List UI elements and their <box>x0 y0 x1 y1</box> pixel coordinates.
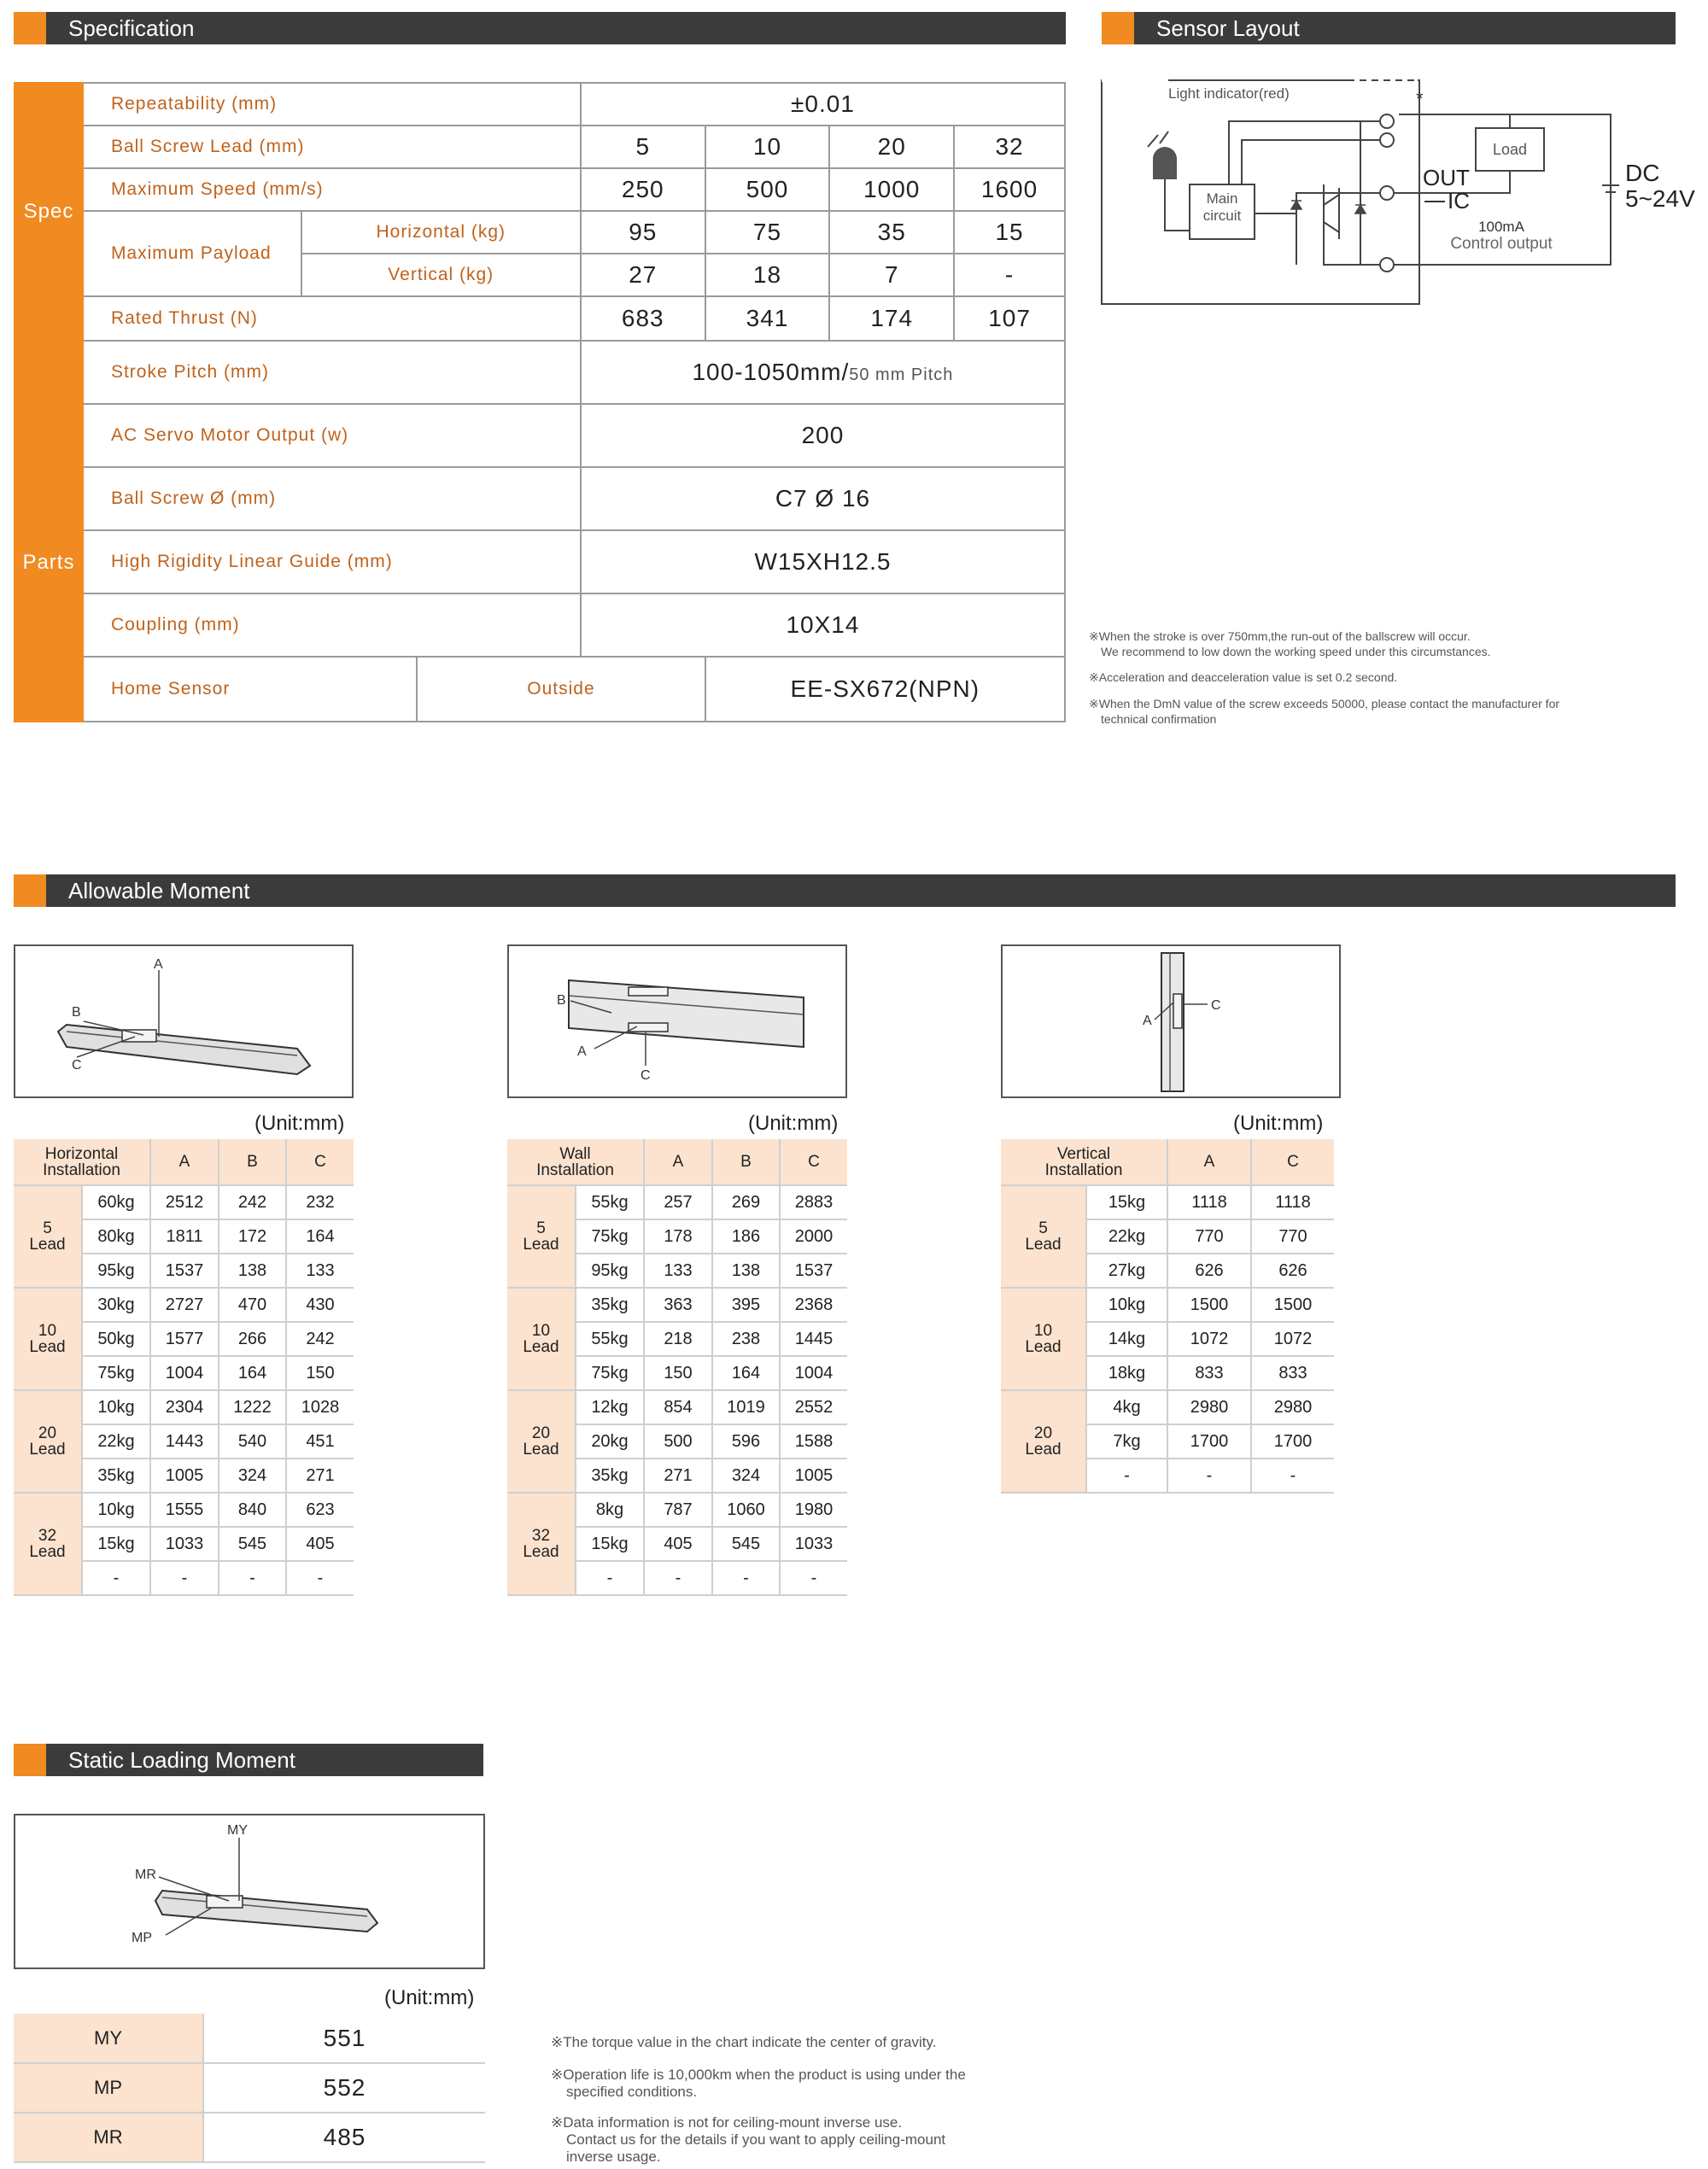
horizontal-value: 15 <box>954 211 1065 254</box>
unit-label: (Unit:mm) <box>1233 1112 1324 1135</box>
vertical-installation-figure <box>1001 944 1341 1098</box>
column-header: A <box>1167 1139 1251 1185</box>
table-cell: 1222 <box>219 1390 286 1424</box>
table-cell: 2552 <box>780 1390 847 1424</box>
moment-key: MP <box>14 2063 203 2113</box>
table-cell: 186 <box>712 1219 780 1254</box>
table-cell: 20kg <box>576 1424 644 1459</box>
terminal-negative <box>1380 258 1394 272</box>
lead-cell: 5 Lead <box>14 1185 82 1288</box>
table-cell: - <box>712 1561 780 1595</box>
table-cell: 626 <box>1251 1254 1334 1288</box>
specification-header <box>14 12 1066 44</box>
spec-note: ※When the DmN value of the screw exceeds 50000, please contact the manufacturer for technical confirmation <box>1089 697 1560 726</box>
table-cell: 75kg <box>576 1356 644 1390</box>
table-cell: 1072 <box>1167 1322 1251 1356</box>
axis-a-label: A <box>1143 1014 1152 1028</box>
screw-label: Ball Screw Ø (mm) <box>83 467 581 530</box>
out-label: OUT <box>1423 165 1470 190</box>
table-cell: 1700 <box>1251 1424 1334 1459</box>
column-header: A <box>150 1139 219 1185</box>
lead-cell: 5 Lead <box>507 1185 576 1288</box>
vertical-label: Vertical (kg) <box>301 254 581 296</box>
table-cell: 770 <box>1167 1219 1251 1254</box>
table-cell: 150 <box>644 1356 712 1390</box>
axis-a-label: A <box>577 1044 587 1059</box>
vertical-value: - <box>954 254 1065 296</box>
table-cell: 133 <box>286 1254 354 1288</box>
lead-cell: 5 Lead <box>1001 1185 1086 1288</box>
table-cell: 451 <box>286 1424 354 1459</box>
table-cell: 22kg <box>82 1424 150 1459</box>
load-label: Load <box>1492 141 1528 158</box>
column-header: C <box>1251 1139 1334 1185</box>
table-cell: 55kg <box>576 1322 644 1356</box>
table-cell: 1060 <box>712 1493 780 1527</box>
stroke-range: 100-1050mm/ <box>692 359 850 385</box>
lead-cell: 20 Lead <box>507 1390 576 1493</box>
stroke-label: Stroke Pitch (mm) <box>83 341 581 404</box>
lead-cell: 10 Lead <box>507 1288 576 1390</box>
spec-group-label: Spec <box>15 83 83 341</box>
table-cell: 1005 <box>150 1459 219 1493</box>
table-cell: 2000 <box>780 1219 847 1254</box>
specification-table <box>14 82 1066 722</box>
allowable-moment-header <box>14 874 1676 907</box>
table-cell: 363 <box>644 1288 712 1322</box>
table-cell: 395 <box>712 1288 780 1322</box>
table-cell: - <box>286 1561 354 1595</box>
table-cell: 1980 <box>780 1493 847 1527</box>
table-cell: 75kg <box>82 1356 150 1390</box>
table-cell: 2727 <box>150 1288 219 1322</box>
thrust-value: 341 <box>705 296 830 341</box>
specification-title: Specification <box>68 15 195 41</box>
table-cell: 238 <box>712 1322 780 1356</box>
table-title: Vertical Installation <box>1001 1139 1167 1185</box>
table-cell: 1700 <box>1167 1424 1251 1459</box>
thrust-value: 683 <box>581 296 705 341</box>
table-cell: 35kg <box>576 1288 644 1322</box>
static-moment-table <box>14 2014 485 2163</box>
table-cell: 257 <box>644 1185 712 1219</box>
table-cell: 133 <box>644 1254 712 1288</box>
table-cell: 540 <box>219 1424 286 1459</box>
main-circuit-label: circuit <box>1202 208 1242 224</box>
table-cell: 27kg <box>1086 1254 1167 1288</box>
table-cell: 15kg <box>1086 1185 1167 1219</box>
stroke-value <box>581 341 1065 404</box>
table-cell: 150 <box>286 1356 354 1390</box>
thrust-value: 107 <box>954 296 1065 341</box>
table-cell: - <box>219 1561 286 1595</box>
column-header: B <box>219 1139 286 1185</box>
table-cell: 218 <box>644 1322 712 1356</box>
parts-group-label: Parts <box>15 404 83 722</box>
repeatability-label: Repeatability (mm) <box>83 83 581 126</box>
table-cell: 833 <box>1251 1356 1334 1390</box>
horizontal-value: 35 <box>829 211 954 254</box>
table-cell: 405 <box>286 1527 354 1561</box>
table-cell: - <box>150 1561 219 1595</box>
table-cell: 1555 <box>150 1493 219 1527</box>
motor-value: 200 <box>581 404 1065 467</box>
table-cell: - <box>1251 1459 1334 1493</box>
table-cell: 10kg <box>1086 1288 1167 1322</box>
speed-value: 250 <box>581 168 705 211</box>
table-cell: 1577 <box>150 1322 219 1356</box>
static-note: ※The torque value in the chart indicate the center of gravity. <box>551 2034 937 2050</box>
table-cell: 770 <box>1251 1219 1334 1254</box>
table-title: Horizontal Installation <box>14 1139 150 1185</box>
lead-cell: 20 Lead <box>14 1390 82 1493</box>
table-cell: 1118 <box>1251 1185 1334 1219</box>
unit-label: (Unit:mm) <box>384 1986 475 2009</box>
column-header: C <box>286 1139 354 1185</box>
led-icon <box>1153 147 1177 179</box>
table-cell: 1500 <box>1167 1288 1251 1322</box>
axis-c-label: C <box>640 1068 651 1083</box>
table-cell: 242 <box>219 1185 286 1219</box>
terminal-positive <box>1380 114 1394 128</box>
lead-cell: 32 Lead <box>14 1493 82 1595</box>
moment-value: 552 <box>203 2063 485 2113</box>
horizontal-value: 75 <box>705 211 830 254</box>
vertical-value: 7 <box>829 254 954 296</box>
speed-value: 500 <box>705 168 830 211</box>
table-cell: 18kg <box>1086 1356 1167 1390</box>
table-cell: 405 <box>644 1527 712 1561</box>
table-cell: 15kg <box>82 1527 150 1561</box>
table-cell: 164 <box>286 1219 354 1254</box>
table-cell: 15kg <box>576 1527 644 1561</box>
thrust-value: 174 <box>829 296 954 341</box>
table-cell: - <box>644 1561 712 1595</box>
table-cell: 30kg <box>82 1288 150 1322</box>
table-cell: 2980 <box>1167 1390 1251 1424</box>
wall-installation-figure <box>507 944 847 1098</box>
table-cell: 80kg <box>82 1219 150 1254</box>
table-cell: 470 <box>219 1288 286 1322</box>
static-note: ※Operation life is 10,000km when the product is using under the specified conditions. <box>551 2067 966 2100</box>
table-cell: 623 <box>286 1493 354 1527</box>
coupling-label: Coupling (mm) <box>83 593 581 657</box>
spec-note: ※When the stroke is over 750mm,the run-out of the ballscrew will occur. We recommend to low down the working speed under this circumstances. <box>1089 629 1491 658</box>
axis-a-label: A <box>154 957 163 972</box>
transistor-icon <box>1324 188 1339 239</box>
lead-value: 10 <box>705 126 830 168</box>
column-header: C <box>780 1139 847 1185</box>
table-cell: 232 <box>286 1185 354 1219</box>
speed-label: Maximum Speed (mm/s) <box>83 168 581 211</box>
table-cell: 35kg <box>82 1459 150 1493</box>
table-cell: 1537 <box>150 1254 219 1288</box>
stroke-pitch: 50 mm Pitch <box>849 365 954 384</box>
lead-value: 32 <box>954 126 1065 168</box>
table-cell: 1028 <box>286 1390 354 1424</box>
table-cell: 266 <box>219 1322 286 1356</box>
table-cell: 172 <box>219 1219 286 1254</box>
table-cell: 60kg <box>82 1185 150 1219</box>
horizontal-value: 95 <box>581 211 705 254</box>
table-cell: 787 <box>644 1493 712 1527</box>
lead-cell: 10 Lead <box>1001 1288 1086 1390</box>
table-cell: 164 <box>219 1356 286 1390</box>
static-loading-moment-title: Static Loading Moment <box>68 1747 295 1773</box>
table-cell: 12kg <box>576 1390 644 1424</box>
voltage-label: 5~24V <box>1625 185 1695 212</box>
payload-label: Maximum Payload <box>83 211 301 296</box>
table-cell: 55kg <box>576 1185 644 1219</box>
lead-value: 20 <box>829 126 954 168</box>
terminal-out <box>1380 186 1394 200</box>
table-cell: 2980 <box>1251 1390 1334 1424</box>
table-cell: 138 <box>219 1254 286 1288</box>
main-circuit-label: Main <box>1206 190 1238 207</box>
lead-value: 5 <box>581 126 705 168</box>
table-cell: 596 <box>712 1424 780 1459</box>
table-cell: 242 <box>286 1322 354 1356</box>
unit-label: (Unit:mm) <box>748 1112 839 1135</box>
moment-value: 551 <box>203 2014 485 2063</box>
static-loading-moment-header <box>14 1744 483 1776</box>
terminal-l <box>1380 133 1394 147</box>
table-cell: 626 <box>1167 1254 1251 1288</box>
table-cell: 50kg <box>82 1322 150 1356</box>
guide-value: W15XH12.5 <box>581 530 1065 593</box>
home-sensor-type: Outside <box>417 657 705 722</box>
home-sensor-label: Home Sensor <box>83 657 417 722</box>
spec-note: ※Acceleration and deacceleration value is set 0.2 second. <box>1089 670 1398 684</box>
table-cell: 1445 <box>780 1322 847 1356</box>
table-cell: 269 <box>712 1185 780 1219</box>
sensor-layout-title: Sensor Layout <box>1156 15 1300 41</box>
table-title: Wall Installation <box>507 1139 644 1185</box>
speed-value: 1000 <box>829 168 954 211</box>
table-cell: 1500 <box>1251 1288 1334 1322</box>
table-cell: 1072 <box>1251 1322 1334 1356</box>
vertical-value: 18 <box>705 254 830 296</box>
table-cell: 1118 <box>1167 1185 1251 1219</box>
table-cell: 95kg <box>82 1254 150 1288</box>
table-cell: 854 <box>644 1390 712 1424</box>
table-cell: 1019 <box>712 1390 780 1424</box>
table-cell: - <box>780 1561 847 1595</box>
allowable-moment-title: Allowable Moment <box>68 878 250 903</box>
star-mark: * <box>1416 88 1424 109</box>
table-cell: 2512 <box>150 1185 219 1219</box>
table-cell: 500 <box>644 1424 712 1459</box>
table-cell: 1443 <box>150 1424 219 1459</box>
dc-label: DC <box>1625 160 1660 186</box>
thrust-label: Rated Thrust (N) <box>83 296 581 341</box>
light-indicator-label: Light indicator(red) <box>1168 85 1290 102</box>
motor-label: AC Servo Motor Output (w) <box>83 404 581 467</box>
table-cell: - <box>1086 1459 1167 1493</box>
horizontal-label: Horizontal (kg) <box>301 211 581 254</box>
table-cell: 2304 <box>150 1390 219 1424</box>
unit-label: (Unit:mm) <box>254 1112 345 1135</box>
speed-value: 1600 <box>954 168 1065 211</box>
axis-c-label: C <box>1211 998 1221 1013</box>
table-cell: 545 <box>219 1527 286 1561</box>
table-cell: 95kg <box>576 1254 644 1288</box>
table-cell: 324 <box>712 1459 780 1493</box>
table-cell: 1811 <box>150 1219 219 1254</box>
table-cell: 324 <box>219 1459 286 1493</box>
table-cell: - <box>82 1561 150 1595</box>
lead-label: Ball Screw Lead (mm) <box>83 126 581 168</box>
control-output-label: Control output <box>1450 235 1553 253</box>
table-cell: 840 <box>219 1493 286 1527</box>
table-cell: 75kg <box>576 1219 644 1254</box>
table-cell: 1005 <box>780 1459 847 1493</box>
table-cell: 164 <box>712 1356 780 1390</box>
table-cell: 4kg <box>1086 1390 1167 1424</box>
moment-key: MY <box>14 2014 203 2063</box>
column-header: A <box>644 1139 712 1185</box>
static-note: ※Data information is not for ceiling-mount inverse use. Contact us for the details if you want to apply ceiling-mount inverse usage. <box>551 2114 946 2165</box>
table-cell: 138 <box>712 1254 780 1288</box>
lead-cell: 10 Lead <box>14 1288 82 1390</box>
screw-value: C7 Ø 16 <box>581 467 1065 530</box>
axis-mp-label: MP <box>132 1931 152 1945</box>
vertical-moment-table <box>1001 1139 1334 1494</box>
wall-moment-table <box>507 1139 847 1596</box>
repeatability-value: ±0.01 <box>581 83 1065 126</box>
horizontal-installation-figure <box>14 944 354 1098</box>
table-cell: 271 <box>644 1459 712 1493</box>
table-cell: 8kg <box>576 1493 644 1527</box>
guide-label: High Rigidity Linear Guide (mm) <box>83 530 581 593</box>
table-cell: 833 <box>1167 1356 1251 1390</box>
ic-label: IC <box>1448 188 1470 213</box>
axis-b-label: B <box>72 1005 81 1020</box>
table-cell: 1033 <box>150 1527 219 1561</box>
lead-cell: 20 Lead <box>1001 1390 1086 1493</box>
axis-my-label: MY <box>227 1823 248 1838</box>
table-cell: 1004 <box>780 1356 847 1390</box>
table-cell: - <box>1167 1459 1251 1493</box>
moment-key: MR <box>14 2113 203 2162</box>
table-cell: 7kg <box>1086 1424 1167 1459</box>
table-cell: 1588 <box>780 1424 847 1459</box>
sensor-layout-diagram <box>1100 77 1706 307</box>
column-header: B <box>712 1139 780 1185</box>
home-sensor-value: EE-SX672(NPN) <box>705 657 1065 722</box>
table-cell: 35kg <box>576 1459 644 1493</box>
table-cell: 1004 <box>150 1356 219 1390</box>
sensor-layout-header <box>1102 12 1676 44</box>
moment-value: 485 <box>203 2113 485 2162</box>
table-cell: 1033 <box>780 1527 847 1561</box>
table-cell: 430 <box>286 1288 354 1322</box>
static-moment-figure <box>14 1814 485 1969</box>
table-cell: - <box>576 1561 644 1595</box>
table-cell: 22kg <box>1086 1219 1167 1254</box>
horizontal-moment-table <box>14 1139 354 1596</box>
current-label: 100mA <box>1478 219 1524 235</box>
coupling-value: 10X14 <box>581 593 1065 657</box>
table-cell: 14kg <box>1086 1322 1167 1356</box>
table-cell: 2368 <box>780 1288 847 1322</box>
table-cell: 1537 <box>780 1254 847 1288</box>
table-cell: 10kg <box>82 1390 150 1424</box>
table-cell: 545 <box>712 1527 780 1561</box>
lead-cell: 32 Lead <box>507 1493 576 1595</box>
table-cell: 178 <box>644 1219 712 1254</box>
axis-mr-label: MR <box>135 1868 156 1882</box>
axis-b-label: B <box>557 993 566 1008</box>
table-cell: 10kg <box>82 1493 150 1527</box>
vertical-value: 27 <box>581 254 705 296</box>
table-cell: 271 <box>286 1459 354 1493</box>
table-cell: 2883 <box>780 1185 847 1219</box>
axis-c-label: C <box>72 1058 82 1073</box>
